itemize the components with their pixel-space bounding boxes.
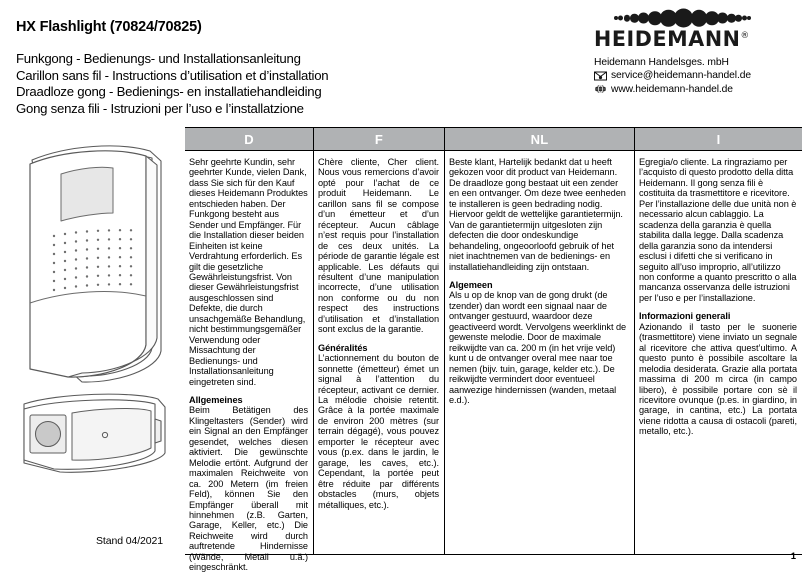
language-column-german — [185, 128, 314, 573]
section-title-italian: Informazioni generali — [639, 311, 731, 322]
language-column-dutch — [445, 128, 635, 554]
email-address: service@heidemann-handel.de — [611, 70, 751, 81]
registered-mark-icon: ® — [740, 30, 750, 41]
language-column-italian — [635, 128, 802, 554]
page-header — [0, 0, 802, 128]
section-body-dutch: Als u op de knop van de gong drukt (de tzender) dan wordt een signaal naar de ontvanger gestuurd, waardoor deze geactiveerd wordt. Vervolgens weerklinkt de gewenste melodie. Door de maximale reikwijdte van ca. 200 m (in het vrije veld) kunt u de ontvanger overal mee naar toe nemen (bijv. tuin, garage, kelder etc.). De reikwijdte vermindert door eventueel aanwezige hindernissen (wanden, metaal e.d.). — [449, 290, 627, 405]
column-header-d: D — [185, 128, 313, 151]
logo-dot-1 — [614, 16, 618, 20]
column-body-dutch — [445, 151, 634, 554]
language-column-french — [314, 128, 445, 554]
product-drawing — [8, 133, 183, 533]
brand-name: HEIDEMANN — [594, 27, 741, 52]
section-title-german: Allgemeines — [189, 394, 243, 405]
language-table — [185, 127, 802, 573]
globe-icon — [594, 84, 607, 94]
intro-text-italian: Egregia/o cliente. La ringraziamo per l’acquisto di questo prodotto della ditta Heidemann. Il gong senza fili è costituita da trasmettitore e ricevitore. Per l’installazione delle due unità non è necessario alcun cablaggio. La scadenza della garanzia è quella stabilita dalla legge. Dalla scadenza della garanzia sono da intendersi esclusi i difetti che si verificano in seguito all’uso improprio, all’utilizzo non conforme a quanto prescritto o alla mancanza osservanza delle istruzioni per l’uso e per l’installazione. — [639, 157, 797, 303]
envelope-icon — [594, 71, 607, 81]
company-name: Heidemann Handelsges. mbH — [594, 56, 729, 68]
revision-date: Stand 04/2021 — [96, 535, 164, 547]
email-contact — [594, 70, 794, 81]
doorbell-transmitter-unit — [24, 394, 165, 472]
brand-block — [594, 8, 794, 95]
subtitle-list — [16, 51, 328, 117]
column-body-italian — [635, 151, 802, 554]
subtitle-it: Gong senza fili - Istruzioni per l’uso e l’installatzione — [16, 100, 304, 116]
website-url: www.heidemann-handel.de — [611, 83, 733, 95]
column-body-french — [314, 151, 444, 554]
website-contact — [594, 84, 794, 95]
heidemann-dots-logo — [614, 8, 794, 28]
subtitle-fr: Carillon sans fil - Instructions d’utilisation et d’installation — [16, 67, 329, 83]
page-number: 1 — [790, 551, 796, 562]
subtitle-nl: Draadloze gong - Bedienings- en installatiehandleiding — [16, 84, 322, 100]
section-title-french: Généralités — [318, 342, 368, 353]
column-body-german — [185, 151, 313, 577]
intro-text-french: Chère cliente, Cher client. Nous vous remercions d’avoir opté pour l’achat de ce produit Heidemann. Le carillon sans fil se compose d’un émetteur et d’un récepteur. Aucun câblage n’est requis pour l’installation de ces deux unités. La période de garantie légale est applicable. Les défauts qui résultent d’une manipulation incorrecte, d’une utilisation non conforme ou du non respect des instructions d’utilisation et d’installation sont exclus de la garantie. — [318, 157, 439, 335]
brand-wordmark — [594, 29, 786, 51]
column-header-i: I — [635, 128, 802, 151]
section-title-dutch: Algemeen — [449, 279, 493, 290]
section-body-german: Beim Betätigen des Klingeltasters (Sender) wird ein Signal an den Empfänger gesendet, welches diesen aktiviert. Die gewünschte Melodie ertönt. Aufgrund der maximalen Reichweite von ca. 200 Metern (im freien Feld), können Sie den Empfänger überall mit hinnehmen (z.B. Garten, Garage, Keller, etc.) Die Reichweite wird durch auftretende Hindernisse (Wände, Metall u.ä.) eingeschränkt. — [189, 405, 308, 573]
section-body-italian: Azionando il tasto per le suonerie (trasmettitore) viene inviato un segnale al ricevitore che attiva quest’ultimo. A questo punto è possibile ascoltare la melodia desiderata. Grazie alla portata massima di 200 m circa (in campo libero), è possibile portare con sè il ricevitore ovunque (p.es. in giardino, in garage, in cantina, etc.) La portata viene ridotta a causa di ostacoli (pareti, metallo, etc.). — [639, 321, 797, 437]
column-header-f: F — [314, 128, 444, 151]
section-body-french: L’actionnement du bouton de sonnette (émetteur) émet un signal à l’attention du récepteur, activant ce dernier. La mélodie choisie retentit. Grâce à la portée maximale de environ 200 mètres (sur terrain dégagé), vous pouvez emporter le récepteur avec vous (p.ex. dans le jardin, le garage, les caves, etc.). Cependant, la portée peut être réduite par différents obstacles (murs, objets métalliques, etc.). — [318, 353, 439, 510]
intro-text-dutch: Beste klant, Hartelijk bedankt dat u heeft gekozen voor dit product van Heidemann. De draadloze gong bestaat uit een zender en een ontvanger. Om deze twee eenheden te installeren is geen bedrading nodig. Hiervoor geldt de wettelijke garantietermijn. Van de garantietermijn uitgesloten zijn defecten die door ondeskundige behandeling, ongeoorloofd gebruik of het niet inachtnemen van de bedienings- en installatiehandleiding zijn ontstaan. — [449, 157, 626, 272]
column-header-nl: NL — [445, 128, 634, 151]
subtitle-de: Funkgong - Bedienungs- und Installationsanleitung — [16, 51, 301, 66]
page-title: HX Flashlight (70824/70825) — [16, 19, 202, 35]
intro-text-german: Sehr geehrte Kundin, sehr geehrter Kunde, vielen Dank, dass Sie sich für den Kauf dieses Heidemann Produktes entschieden haben. Der Funkgong besteht aus Sender und Empfänger. Für die Installation dieser beiden Einheiten ist keine Verdrahtung erforderlich. Es gilt die gesetzliche Gewährleistungsfrist. Von dieser Gewährleistungsfrist ausgeschlossen sind Defekte, die durch unsachgemäße Behandlung, nicht bestimmungsgemäßer Verwendung oder Missachtung der Bedienungs- und Installationsanleitung eingetreten sind. — [189, 157, 308, 387]
chime-receiver-unit — [30, 146, 161, 382]
product-illustration — [8, 133, 183, 533]
logo-dot-15 — [747, 16, 751, 20]
